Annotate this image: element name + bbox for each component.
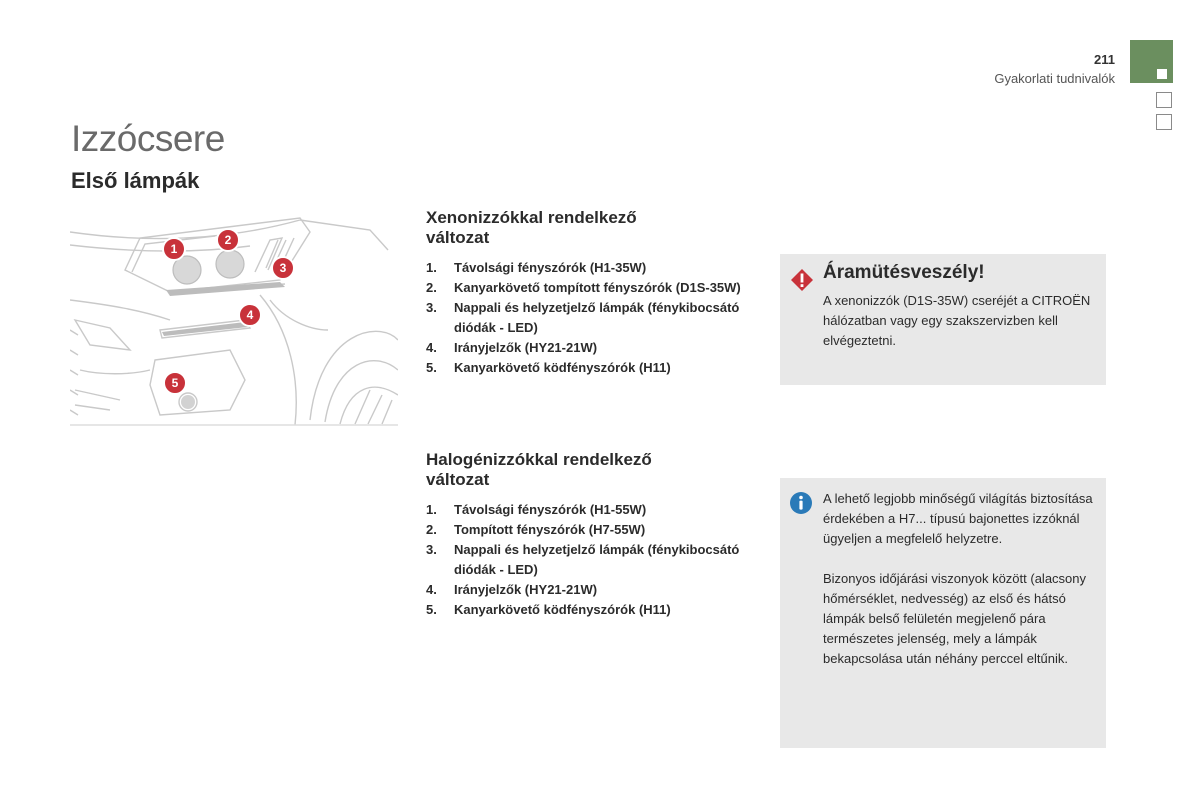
xenon-heading: Xenonizzókkal rendelkező változat <box>426 208 637 247</box>
list-item: 5. Kanyarkövető ködfényszórók (H11) <box>426 602 671 617</box>
callout-1 <box>163 238 185 260</box>
halogen-section <box>426 450 746 620</box>
headlamp-illustration <box>70 210 398 428</box>
warning-title: Áramütésveszély! <box>823 262 985 283</box>
callout-2 <box>217 229 239 251</box>
list-item: 1. Távolsági fényszórók (H1-35W) <box>426 260 647 275</box>
svg-text:3: 3 <box>279 261 287 275</box>
svg-text:2: 2 <box>224 233 232 247</box>
list-item: 4. Irányjelzők (HY21-21W) <box>426 582 598 597</box>
list-item: 5. Kanyarkövető ködfényszórók (H11) <box>426 360 671 375</box>
xenon-bulb-list <box>426 258 746 378</box>
info-box <box>780 478 1106 748</box>
xenon-section <box>426 208 746 378</box>
list-item: 3. Nappali és helyzetjelző lámpák (fénykibocsátó diódák - LED) <box>426 542 740 577</box>
warning-icon <box>790 268 814 292</box>
svg-text:5: 5 <box>171 376 179 390</box>
warning-text: A xenonizzók (D1S-35W) cseréjét a CITROËN hálózatban vagy egy szakszervizben kell elvégeztetni. <box>823 293 1091 348</box>
callout-5 <box>164 372 186 394</box>
page-number: 211 <box>1094 52 1115 67</box>
info-icon <box>790 492 812 514</box>
list-item: 1. Távolsági fényszórók (H1-55W) <box>426 502 647 517</box>
callout-3 <box>272 257 294 279</box>
list-item: 3. Nappali és helyzetjelző lámpák (fénykibocsátó diódák - LED) <box>426 300 740 335</box>
section-subtitle: Első lámpák <box>71 168 200 193</box>
chapter-tab <box>1130 40 1173 83</box>
warning-box <box>780 254 1106 385</box>
callout-4 <box>239 304 261 326</box>
page-title: Izzócsere <box>71 118 225 159</box>
section-title: Gyakorlati tudnivalók <box>994 71 1115 86</box>
list-item: 2. Tompított fényszórók (H7-55W) <box>426 522 646 537</box>
list-item: 2. Kanyarkövető tompított fényszórók (D1S-35W) <box>426 280 741 295</box>
svg-text:1: 1 <box>170 242 178 256</box>
svg-text:4: 4 <box>246 308 254 322</box>
info-paragraph-1: A lehető legjobb minőségű világítás biztosítása érdekében a H7... típusú bajonettes izzóknál ügyeljen a megfelelő helyzetre. <box>823 491 1093 546</box>
info-paragraph-2: Bizonyos időjárási viszonyok között (alacsony hőmérséklet, nedvesség) az első és hátsó lámpák belső felületén megjelenő pára természetes jelenség, mely a lámpák bekapcsolása után néhány perccel eltűnik. <box>823 571 1087 666</box>
chapter-box-1 <box>1156 92 1172 108</box>
halogen-bulb-list <box>426 500 746 620</box>
info-text <box>823 489 1098 689</box>
halogen-heading: Halogénizzókkal rendelkező változat <box>426 450 652 489</box>
chapter-tab-marker <box>1157 69 1167 79</box>
chapter-box-2 <box>1156 114 1172 130</box>
list-item: 4. Irányjelzők (HY21-21W) <box>426 340 598 355</box>
